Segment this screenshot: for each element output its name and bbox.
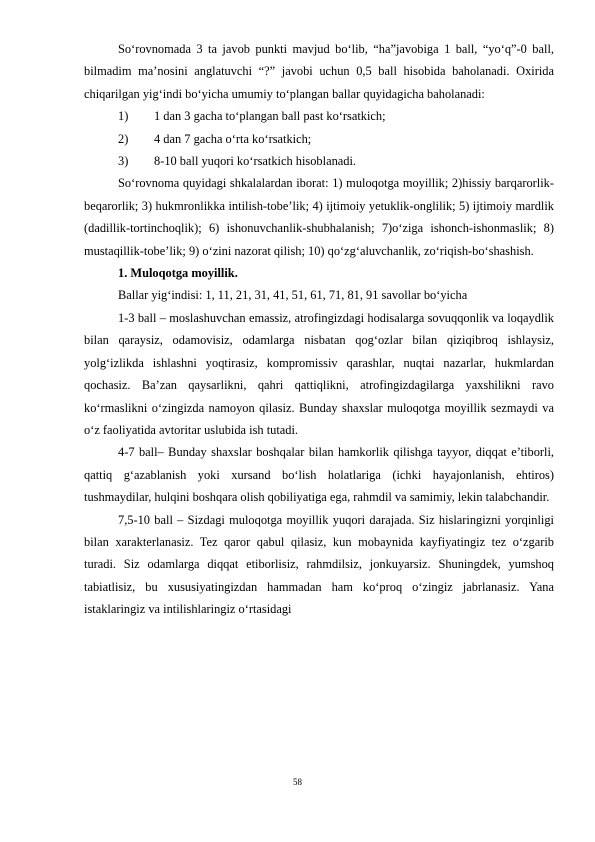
list-text: 1 dan 3 gacha to‘plangan ball past ko‘rsatkich;: [154, 109, 386, 124]
list-text: 8-10 ball yuqori ko‘rsatkich hisoblanadi.: [154, 154, 356, 169]
low-score-paragraph: 1-3 ball – moslashuvchan emassiz, atrofingizdagi hodisalarga sovuqqonlik va loqaydlik bilan qaraysiz, odamovisiz, odamlarga nisbatan qog‘ozlar bilan qiziqibroq ishlaysiz, yolg‘izlikda ishlashni yoqtirasiz, kompromissiv qarashlar, nuqtai nazarlar, hukmlardan qochasiz. Ba’zan qaysarlikni, qahri qattiqlikni, atrofingizdagilarga yaxshilikni ravo ko‘rmaslikni o‘zingizda namoyon qilasiz. Bunday shaxslar muloqotga moyillik sezmaydi va o‘z faoliyatida avtoritar uslubida ish tutadi.: [84, 310, 554, 437]
page-content: [84, 38, 554, 621]
score-list-item: [84, 128, 554, 150]
score-list-item: [84, 105, 554, 127]
high-score-paragraph: 7,5-10 ball – Sizdagi muloqotga moyillik yuqori darajada. Siz hislaringizni yorqinligi bilan xarakterlanasiz. Tez qaror qabul qilasiz, kun mobaynida kayfiyatingiz tez o‘zgarib turadi. Siz odamlarga diqqat etiborlisiz, rahmdilsiz, jonkuyarsiz. Shuningdek, yumshoq tabiatlisiz, bu xususiyatingizdan hammadan ham ko‘proq o‘zingiz jabrlanasiz. Yana istaklaringiz va intilishlaringiz o‘rtasidagi: [84, 512, 554, 617]
scales-paragraph: So‘rovnoma quyidagi shkalalardan iborat: 1) muloqotga moyillik; 2)hissiy barqarorlik-beqarorlik; 3) hukmronlikka intilish-tobe’lik; 4) ijtimoiy yetuklik-onglilik; 5) ijtimoiy mardlik (dadillik-tortinchoqlik); 6) ishonuvchanlik-shubhalanish; 7)o‘ziga ishonch-ishonmaslik; 8) mustaqillik-tobe’lik; 9) o‘zini nazorat qilish; 10) qo‘zg‘aluvchanlik, zo‘riqish-bo‘shashish.: [84, 176, 554, 258]
list-number: 3): [118, 154, 129, 169]
score-list-item: [84, 150, 554, 172]
list-number: 2): [118, 131, 129, 146]
list-number: 1): [118, 109, 129, 124]
list-text: 4 dan 7 gacha o‘rta ko‘rsatkich;: [154, 131, 312, 146]
mid-score-paragraph: 4-7 ball– Bunday shaxslar boshqalar bilan hamkorlik qilishga tayyor, diqqat e’tiborli, qattiq g‘azablanish yoki xursand bo‘lish holatlariga (ichki hayajonlanish, ehtiros) tushmaydilar, hulqini boshqara olish qobiliyatiga ega, rahmdil va samimiy, lekin talabchandir.: [84, 445, 554, 505]
page-number: 58: [293, 777, 302, 787]
intro-paragraph: So‘rovnomada 3 ta javob punkti mavjud bo‘lib, “ha”javobiga 1 ball, “yo‘q”-0 ball, bilmadim ma’nosini anglatuvchi “?” javobi uchun 0,5 ball hisobida baholanadi. Oxirida chiqarilgan yig‘indi bo‘yicha umumiy to‘plangan ballar quyidagicha baholanadi:: [84, 42, 554, 101]
section-heading: 1. Muloqotga moyillik.: [118, 266, 238, 281]
score-key-paragraph: Ballar yig‘indisi: 1, 11, 21, 31, 41, 51, 61, 71, 81, 91 savollar bo‘yicha: [118, 288, 468, 303]
